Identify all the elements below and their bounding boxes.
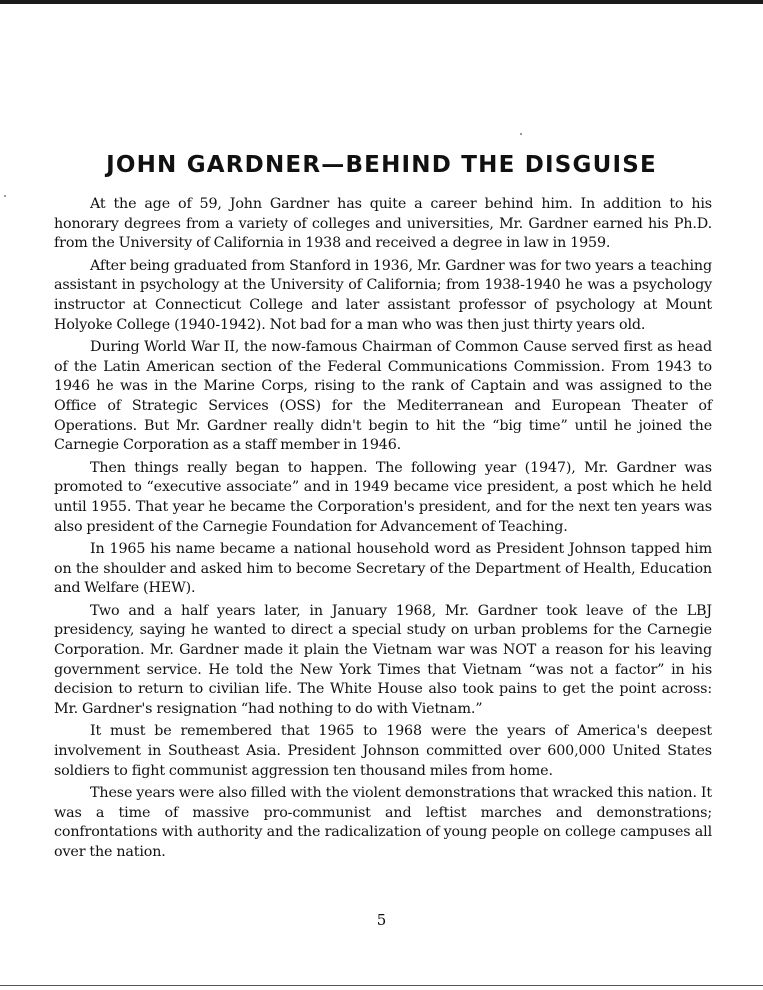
paragraph-1: At the age of 59, John Gardner has quite a career behind him. In addition to his honorary degrees from a variety of colleges and universities, Mr. Gardner earned his Ph.D. from the University of California in 1938 and received a degree in law in 1959. bbox=[54, 196, 712, 252]
paragraph-3: During World War II, the now-famous Chairman of Common Cause served first as head of the Latin American section of the Federal Communications Commission. From 1943 to 1946 he was in the Marine Corps, rising to the rank of Captain and was assigned to the Office of Strategic Services (OSS) for the Mediterranean and European Theater of Operations. But Mr. Gardner really didn't begin to hit the “big time” until he joined the Carnegie Corporation as a staff member in 1946. bbox=[54, 339, 712, 454]
page-number: 5 bbox=[376, 911, 387, 929]
article-title: JOHN GARDNER—BEHIND THE DISGUISE bbox=[106, 152, 657, 178]
paragraph-8: These years were also filled with the violent demonstrations that wracked this nation. It was a time of massive pro-communist and leftist marches and demonstrations; confrontations with authority and the radicalization of young people on college campuses all over the nation. bbox=[54, 785, 712, 860]
print-speck bbox=[4, 195, 6, 197]
paragraph-7: It must be remembered that 1965 to 1968 were the years of America's deepest involvement in Southeast Asia. President Johnson committed over 600,000 United States soldiers to fight communist aggression ten thousand miles from home. bbox=[54, 723, 712, 779]
top-border bbox=[0, 0, 763, 4]
print-speck bbox=[520, 133, 522, 135]
paragraph-2: After being graduated from Stanford in 1936, Mr. Gardner was for two years a teaching assistant in psychology at the University of California; from 1938-1940 he was a psychology instructor at Connecticut College and later assistant professor of psychology at Mount Holyoke College (1940-1942). Not bad for a man who was then just thirty years old. bbox=[54, 257, 712, 333]
paragraph-5: In 1965 his name became a national household word as President Johnson tapped him on the shoulder and asked him to become Secretary of the Department of Health, Education and Welfare (HEW). bbox=[54, 541, 712, 597]
bottom-border bbox=[0, 985, 763, 986]
article-body bbox=[54, 195, 712, 866]
paragraph-4: Then things really began to happen. The following year (1947), Mr. Gardner was promoted to “executive associate” and in 1949 became vice president, a post which he held until 1955. That year he became the Corporation's president, and for the next ten years was also president of the Carnegie Foundation for Advancement of Teaching. bbox=[54, 459, 712, 535]
paragraph-6: Two and a half years later, in January 1968, Mr. Gardner took leave of the LBJ presidency, saying he wanted to direct a special study on urban problems for the Carnegie Corporation. Mr. Gardner made it plain the Vietnam war was NOT a reason for his leaving government service. He told the New York Times that Vietnam “was not a factor” in his decision to return to civilian life. The White House also took pains to get the point across: Mr. Gardner's resignation “had nothing to do with Vietnam.” bbox=[54, 602, 712, 717]
